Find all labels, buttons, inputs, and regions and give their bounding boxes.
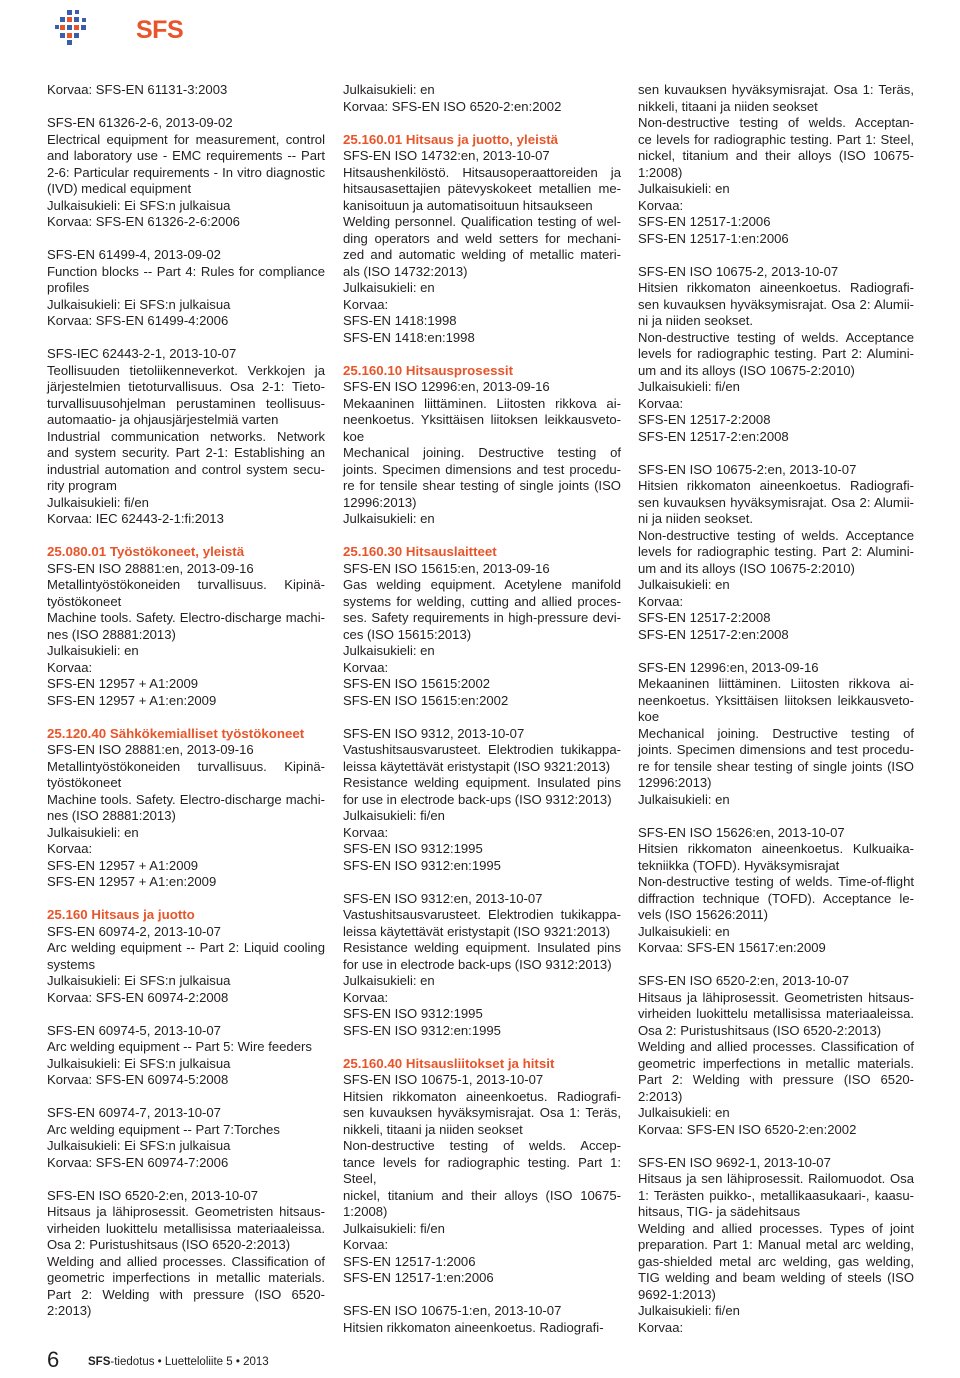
entry-line: 9692-1:2013) <box>638 1286 716 1302</box>
entry-line: SFS-EN ISO 9312:en:1995 <box>343 1022 501 1038</box>
entry-line: SFS-EN ISO 6520-2:en, 2013-10-07 <box>638 973 850 988</box>
entry-line: Korvaa: <box>343 824 389 840</box>
entry-line: 1:2008) <box>343 1204 388 1219</box>
entry-line: Julkaisukieli: Ei SFS:n julkaisua <box>47 1055 231 1071</box>
catalog-entry <box>343 363 621 528</box>
entry-line: SFS-EN 12957 + A1:2009 <box>47 676 199 691</box>
catalog-entry <box>638 825 914 957</box>
entry-line: ces (ISO 15615:2013) <box>343 626 472 642</box>
entry-line: Metallintyöstökoneiden turvallisuus. Kipinä- <box>47 577 325 592</box>
entry-line: SFS-EN ISO 28881:en, 2013-09-16 <box>47 742 254 757</box>
catalog-entry <box>343 544 621 709</box>
entry-line: virheiden luokittelu metallisissa materiaaleissa. <box>47 1220 325 1236</box>
catalog-entry <box>343 132 621 347</box>
entry-line: SFS-EN ISO 9312, 2013-10-07 <box>343 725 525 741</box>
entry-line: SFS-EN 60974-7, 2013-10-07 <box>47 1105 221 1120</box>
entry-line: sen kuvauksen hyväksymisrajat. Osa 1: Teräs, <box>343 1105 621 1120</box>
footer-text <box>88 1356 269 1368</box>
entry-line: Function blocks -- Part 4: Rules for compliance <box>47 263 325 279</box>
entry-line: Korvaa: SFS-EN 60974-2:2008 <box>47 989 229 1005</box>
entry-line: joints. Specimen dimensions and test procedu- <box>343 461 621 477</box>
entry-line: nes (ISO 28881:2013) <box>47 808 176 823</box>
entry-line: Korvaa: SFS-EN ISO 6520-2:en:2002 <box>638 1121 857 1137</box>
entry-line: Arc welding equipment -- Part 7:Torches <box>47 1121 280 1137</box>
column-3 <box>638 82 914 1353</box>
entry-line: Non-destructive testing of welds. Acceptan- <box>638 115 914 130</box>
entry-line: Hitsaushenkilöstö. Hitsausoperaattoreiden ja <box>343 164 621 180</box>
entry-line: Arc welding equipment -- Part 2: Liquid cooling <box>47 940 325 955</box>
entry-line: hitsausasettajien pätevyskokeet metallien me- <box>343 181 621 196</box>
entry-line: Julkaisukieli: en <box>47 643 139 658</box>
entry-line: re for tensile shear testing of single joints (ISO <box>343 478 621 493</box>
entry-line: Julkaisukieli: en <box>638 1105 730 1120</box>
entry-line: Metallintyöstökoneiden turvallisuus. Kipinä- <box>47 758 325 774</box>
entry-line: Resistance welding equipment. Insulated pins <box>343 940 621 955</box>
entry-line: Korvaa: SFS-EN 60974-5:2008 <box>47 1072 229 1087</box>
catalog-entry <box>638 660 914 809</box>
entry-line: SFS-EN 12517-2:2008 <box>638 610 771 625</box>
entry-line: and system security. Part 2-1: Establishing an <box>47 445 325 460</box>
entry-line: virheiden luokittelu metallisissa materiaaleissa. <box>638 1006 914 1021</box>
catalog-entry <box>638 1155 914 1337</box>
entry-line: Hitsien rikkomaton aineenkoetus. Radiografi- <box>343 1319 604 1335</box>
entry-line: SFS-EN ISO 15615:2002 <box>343 676 491 691</box>
catalog-entry <box>47 1105 325 1171</box>
catalog-entry <box>343 891 621 1040</box>
entry-line: Julkaisukieli: en <box>343 511 435 526</box>
catalog-entry <box>47 1188 325 1320</box>
entry-line: Julkaisukieli: fi/en <box>343 1220 445 1236</box>
entry-line: Korvaa: SFS-EN 15617:en:2009 <box>638 940 826 955</box>
entry-line: SFS-EN 61326-2-6, 2013-09-02 <box>47 115 233 130</box>
entry-line: tekniikka (TOFD). Hyväksymisrajat <box>638 857 840 873</box>
entry-line: hitsaus, TIG- ja sädehitsaus <box>638 1204 801 1219</box>
section-heading: 25.160.01 Hitsaus ja juotto, yleistä <box>343 131 559 147</box>
entry-line: automaatio- ja ohjausjärjestelmiä varten <box>47 412 279 427</box>
entry-line: Korvaa: <box>47 841 93 856</box>
catalog-entry <box>343 82 621 115</box>
entry-line: Julkaisukieli: en <box>343 280 435 295</box>
entry-line: Korvaa: <box>343 296 389 312</box>
entry-line: gas-shielded metal arc welding, gas welding, <box>638 1253 914 1269</box>
entry-line: ni ja niiden seokset. <box>638 511 754 526</box>
entry-line: Julkaisukieli: en <box>343 643 435 658</box>
catalog-entry <box>638 82 914 247</box>
entry-line: SFS-EN 12957 + A1:en:2009 <box>47 874 217 889</box>
entry-line: Korvaa: SFS-EN 61131-3:2003 <box>47 82 228 97</box>
entry-line: sen kuvauksen hyväksymisrajat. Osa 1: Teräs, <box>638 82 914 97</box>
entry-line: SFS-EN ISO 12996:en, 2013-09-16 <box>343 379 550 394</box>
entry-line: Welding and allied processes. Classification of <box>638 1039 914 1054</box>
entry-line: nikkeli, titaani ja niiden seokset <box>638 98 818 114</box>
entry-line: vels (ISO 15626:2011) <box>638 907 769 922</box>
entry-line: SFS-EN 1418:1998 <box>343 313 457 328</box>
catalog-entry <box>47 544 325 709</box>
entry-line: Mechanical joining. Destructive testing of <box>638 725 914 741</box>
entry-line: ni ja niiden seokset. <box>638 313 754 328</box>
entry-line: Non-destructive testing of welds. Acceptance <box>638 329 914 345</box>
entry-line: SFS-EN 12517-2:en:2008 <box>638 626 789 642</box>
entry-line: sen kuvauksen hyväksymisrajat. Osa 2: Alumii- <box>638 296 914 312</box>
entry-line: Julkaisukieli: en <box>343 973 435 988</box>
entry-line: Julkaisukieli: fi/en <box>47 494 149 510</box>
entry-line: SFS-EN 12517-1:en:2006 <box>343 1270 494 1285</box>
entry-line: leissa käytettävät eristystapit (ISO 9321:2013) <box>343 923 611 939</box>
entry-line: 12996:2013) <box>343 494 417 510</box>
entry-line: SFS-EN ISO 9312:1995 <box>343 1006 483 1021</box>
entry-line: SFS-IEC 62443-2-1, 2013-10-07 <box>47 346 237 361</box>
column-1 <box>47 82 325 1336</box>
entry-line: Korvaa: <box>638 1319 684 1335</box>
entry-line: Electrical equipment for measurement, control <box>47 131 325 147</box>
catalog-entry <box>47 247 325 330</box>
entry-line: SFS-EN 12996:en, 2013-09-16 <box>638 659 819 675</box>
entry-line: Part 2: Welding with pressure (ISO 6520-2:2013) <box>47 1286 325 1318</box>
entry-line: for use in electrode back-ups (ISO 9312:2013) <box>343 791 612 807</box>
entry-line: preparation. Part 1: Manual metal arc welding, <box>638 1237 914 1252</box>
section-heading: 25.160.40 Hitsausliitokset ja hitsit <box>343 1055 555 1071</box>
entry-line: Resistance welding equipment. Insulated pins <box>343 775 621 790</box>
entry-line: Julkaisukieli: fi/en <box>638 379 740 394</box>
entry-line: Arc welding equipment -- Part 5: Wire feeders <box>47 1039 312 1054</box>
entry-line: kanisoituun ja automatisoituun hitsaukseen <box>343 197 593 213</box>
entry-line: nes (ISO 28881:2013) <box>47 626 176 642</box>
entry-line: Korvaa: SFS-EN 60974-7:2006 <box>47 1154 229 1170</box>
entry-line: zed and automatic welding of metallic materi- <box>343 247 621 262</box>
entry-line: SFS-EN ISO 10675-2:en, 2013-10-07 <box>638 461 857 477</box>
entry-line: työstökoneet <box>47 593 122 609</box>
entry-line: SFS-EN ISO 6520-2:en, 2013-10-07 <box>47 1187 259 1203</box>
entry-line: Teollisuuden tietoliikenneverkot. Verkkojen ja <box>47 362 325 378</box>
logo-text: SFS <box>136 16 184 44</box>
entry-line: Korvaa: <box>343 1237 389 1252</box>
entry-line: Hitsien rikkomaton aineenkoetus. Radiografi- <box>343 1088 621 1104</box>
entry-line: SFS-EN 12517-1:2006 <box>343 1253 476 1269</box>
entry-line: Non-destructive testing of welds. Accep- <box>343 1138 621 1153</box>
entry-line: SFS-EN ISO 9312:1995 <box>343 841 483 856</box>
catalog-entry <box>47 1023 325 1089</box>
entry-line: Korvaa: IEC 62443-2-1:fi:2013 <box>47 511 224 526</box>
entry-line: Julkaisukieli: en <box>47 824 139 840</box>
entry-line: Julkaisukieli: Ei SFS:n julkaisua <box>47 197 231 213</box>
entry-line: sen kuvauksen hyväksymisrajat. Osa 2: Alumii- <box>638 494 914 510</box>
entry-line: SFS-EN 12517-2:en:2008 <box>638 428 789 444</box>
entry-line: nickel, titanium and their alloys (ISO 10675- <box>638 148 914 163</box>
catalog-entry <box>638 462 914 644</box>
entry-line: Julkaisukieli: en <box>638 923 730 939</box>
entry-line: työstökoneet <box>47 775 122 790</box>
entry-line: Julkaisukieli: Ei SFS:n julkaisua <box>47 1138 231 1153</box>
entry-line: Hitsaus ja lähiprosessit. Geometristen hitsaus- <box>47 1204 325 1219</box>
entry-line: diffraction technique (TOFD). Acceptance le- <box>638 890 914 906</box>
entry-line: and laboratory use - EMC requirements -- Part <box>47 148 325 163</box>
entry-line: Non-destructive testing of welds. Acceptance <box>638 527 914 543</box>
entry-line: Part 2: Welding with pressure (ISO 6520-2:2013) <box>638 1072 914 1104</box>
entry-line: geometric imperfections in metallic materials. <box>638 1055 914 1071</box>
entry-line: SFS-EN 60974-2, 2013-10-07 <box>47 923 221 939</box>
entry-line: koe <box>638 709 660 724</box>
column-2 <box>343 82 625 1353</box>
entry-line: levels for radiographic testing. Part 2: Alumini- <box>638 346 914 361</box>
footer-suffix: -tiedotus • Luetteloliite 5 • 2013 <box>110 1356 269 1368</box>
entry-line: koe <box>343 428 365 444</box>
entry-line: Vastushitsausvarusteet. Elektrodien tukikappa- <box>343 907 621 922</box>
page-number: 6 <box>47 1347 60 1372</box>
entry-line: Korvaa: SFS-EN ISO 6520-2:en:2002 <box>343 98 562 114</box>
entry-line: Julkaisukieli: en <box>638 181 730 196</box>
entry-line: ce levels for radiographic testing. Part 1: Steel, <box>638 131 914 147</box>
entry-line: Julkaisukieli: en <box>638 791 730 807</box>
sfs-logo <box>53 6 184 54</box>
entry-line: Welding and allied processes. Classification of <box>47 1253 325 1269</box>
entry-line: SFS-EN ISO 10675-1:en, 2013-10-07 <box>343 1303 562 1318</box>
entry-line: Korvaa: SFS-EN 61326-2-6:2006 <box>47 214 240 229</box>
entry-line: levels for radiographic testing. Part 2: Alumini- <box>638 544 914 559</box>
entry-line: nickel, titanium and their alloys (ISO 10675- <box>343 1187 621 1203</box>
entry-line: SFS-EN ISO 15615:en:2002 <box>343 692 509 708</box>
entry-line: Julkaisukieli: Ei SFS:n julkaisua <box>47 973 231 988</box>
section-heading: 25.120.40 Sähkökemialliset työstökoneet <box>47 725 305 741</box>
entry-line: Julkaisukieli: Ei SFS:n julkaisua <box>47 296 231 312</box>
entry-line: Korvaa: <box>343 659 389 675</box>
catalog-entry <box>343 1055 625 1287</box>
entry-line: (IVD) medical equipment <box>47 181 192 196</box>
entry-line: systems for welding, cutting and allied proces- <box>343 593 621 609</box>
section-heading: 25.160 Hitsaus ja juotto <box>47 907 195 922</box>
catalog-entry <box>638 973 914 1138</box>
entry-line: TIG welding and beam welding of steels (ISO <box>638 1270 914 1285</box>
entry-line: SFS-EN 1418:en:1998 <box>343 329 475 345</box>
entry-line: leissa käytettävät eristystapit (ISO 9321:2013) <box>343 758 611 774</box>
entry-line: nikkeli, titaani ja niiden seokset <box>343 1121 523 1137</box>
catalog-entry <box>47 726 325 891</box>
entry-line: SFS-EN 12957 + A1:2009 <box>47 857 199 873</box>
entry-line: systems <box>47 956 96 972</box>
entry-line: Korvaa: <box>638 593 684 609</box>
entry-line: 1:2008) <box>638 164 683 180</box>
entry-line: Hitsien rikkomaton aineenkoetus. Kulkuaika- <box>638 841 914 856</box>
entry-line: re for tensile shear testing of single joints (ISO <box>638 758 914 774</box>
entry-line: Julkaisukieli: en <box>343 82 435 97</box>
section-heading: 25.080.01 Työstökoneet, yleistä <box>47 544 245 559</box>
entry-line: 12996:2013) <box>638 775 712 790</box>
entry-line: Hitsaus ja lähiprosessit. Geometristen hitsaus- <box>638 989 914 1005</box>
entry-line: SFS-EN 12517-1:en:2006 <box>638 230 789 246</box>
entry-line: Osa 2: Puristushitsaus (ISO 6520-2:2013) <box>638 1022 882 1038</box>
entry-line: SFS-EN ISO 9312:en, 2013-10-07 <box>343 890 543 906</box>
entry-line: järjestelmien tietoturvallisuus. Osa 2-1: Tieto- <box>47 379 325 394</box>
entry-line: 2-6: Particular requirements - In vitro diagnostic <box>47 164 325 180</box>
entry-line: Julkaisukieli: fi/en <box>343 808 445 823</box>
catalog-entry <box>47 907 325 1006</box>
entry-line: Industrial communication networks. Network <box>47 428 325 444</box>
entry-line: Korvaa: <box>638 197 684 213</box>
entry-line: Machine tools. Safety. Electro-discharge machi- <box>47 791 325 807</box>
entry-line: Julkaisukieli: en <box>638 577 730 592</box>
entry-line: SFS-EN 60974-5, 2013-10-07 <box>47 1022 221 1038</box>
entry-line: Julkaisukieli: fi/en <box>638 1303 740 1318</box>
entry-line: SFS-EN ISO 28881:en, 2013-09-16 <box>47 560 254 576</box>
entry-line: geometric imperfections in metallic materials. <box>47 1270 325 1285</box>
entry-line: um and its alloys (ISO 10675-2:2010) <box>638 560 855 576</box>
entry-line: tance levels for radiographic testing. Part 1: Steel, <box>343 1154 625 1186</box>
footer-brand: SFS <box>88 1356 111 1368</box>
entry-line: SFS-EN 12517-2:2008 <box>638 412 771 427</box>
catalog-entry <box>47 115 325 231</box>
entry-line: neenkoetus. Yksittäisen liitoksen leikkausveto- <box>638 692 914 708</box>
section-heading: 25.160.10 Hitsausprosessit <box>343 362 514 378</box>
entry-line: Welding personnel. Qualification testing of wel- <box>343 214 621 229</box>
entry-line: Korvaa: SFS-EN 61499-4:2006 <box>47 313 229 328</box>
catalog-entry <box>343 1303 621 1336</box>
entry-line: SFS-EN ISO 9312:en:1995 <box>343 857 501 873</box>
entry-line: neenkoetus. Yksittäisen liitoksen leikkausveto- <box>343 412 621 427</box>
entry-line: joints. Specimen dimensions and test procedu- <box>638 742 914 757</box>
entry-line: Hitsien rikkomaton aineenkoetus. Radiografi- <box>638 280 914 295</box>
entry-line: SFS-EN ISO 9692-1, 2013-10-07 <box>638 1154 831 1170</box>
entry-line: Korvaa: <box>343 989 389 1005</box>
entry-line: SFS-EN 12957 + A1:en:2009 <box>47 692 217 708</box>
entry-line: Vastushitsausvarusteet. Elektrodien tukikappa- <box>343 742 621 757</box>
entry-line: ding operators and weld setters for mechani- <box>343 230 621 246</box>
entry-line: Mekaaninen liittäminen. Liitosten rikkova ai- <box>343 395 621 411</box>
entry-line: Osa 2: Puristushitsaus (ISO 6520-2:2013) <box>47 1237 291 1252</box>
entry-line: rity program <box>47 478 117 493</box>
section-heading: 25.160.30 Hitsauslaitteet <box>343 544 497 559</box>
entry-line: for use in electrode back-ups (ISO 9312:2013) <box>343 956 612 972</box>
entry-line: profiles <box>47 280 90 295</box>
entry-line: SFS-EN 12517-1:2006 <box>638 214 771 229</box>
entry-line: SFS-EN ISO 10675-2, 2013-10-07 <box>638 263 839 279</box>
entry-line: ses. Safety requirements in high-pressure devi- <box>343 610 621 625</box>
entry-line: SFS-EN ISO 14732:en, 2013-10-07 <box>343 148 550 163</box>
entry-line: SFS-EN ISO 15615:en, 2013-09-16 <box>343 560 550 576</box>
entry-line: Korvaa: <box>638 395 684 411</box>
entry-line: Non-destructive testing of welds. Time-of-flight <box>638 874 914 889</box>
entry-line: SFS-EN ISO 15626:en, 2013-10-07 <box>638 824 845 840</box>
entry-line: Mechanical joining. Destructive testing of <box>343 445 621 460</box>
entry-line: Hitsien rikkomaton aineenkoetus. Radiografi- <box>638 478 914 493</box>
entry-line: turvallisuusohjelman perustaminen teollisuus- <box>47 395 325 411</box>
logo-dots-icon <box>53 6 93 54</box>
entry-line: als (ISO 14732:2013) <box>343 263 468 279</box>
entry-line: Welding and allied processes. Types of joint <box>638 1220 914 1236</box>
entry-line: SFS-EN 61499-4, 2013-09-02 <box>47 247 221 262</box>
catalog-entry <box>343 726 621 875</box>
entry-line: Machine tools. Safety. Electro-discharge machi- <box>47 610 325 625</box>
catalog-entry <box>638 264 914 446</box>
entry-line: Mekaaninen liittäminen. Liitosten rikkova ai- <box>638 676 914 691</box>
entry-line: Hitsaus ja sen lähiprosessit. Railomuodot. Osa <box>638 1171 914 1186</box>
entry-line: SFS-EN ISO 10675-1, 2013-10-07 <box>343 1072 544 1087</box>
entry-line: industrial automation and control system secu- <box>47 461 325 477</box>
catalog-entry <box>47 82 325 99</box>
entry-line: 1: Terästen puikko-, metallikaasukaari-, kaasu- <box>638 1187 914 1203</box>
entry-line: Korvaa: <box>47 659 93 675</box>
catalog-entry <box>47 346 325 528</box>
entry-line: um and its alloys (ISO 10675-2:2010) <box>638 362 855 378</box>
entry-line: Gas welding equipment. Acetylene manifold <box>343 577 621 592</box>
